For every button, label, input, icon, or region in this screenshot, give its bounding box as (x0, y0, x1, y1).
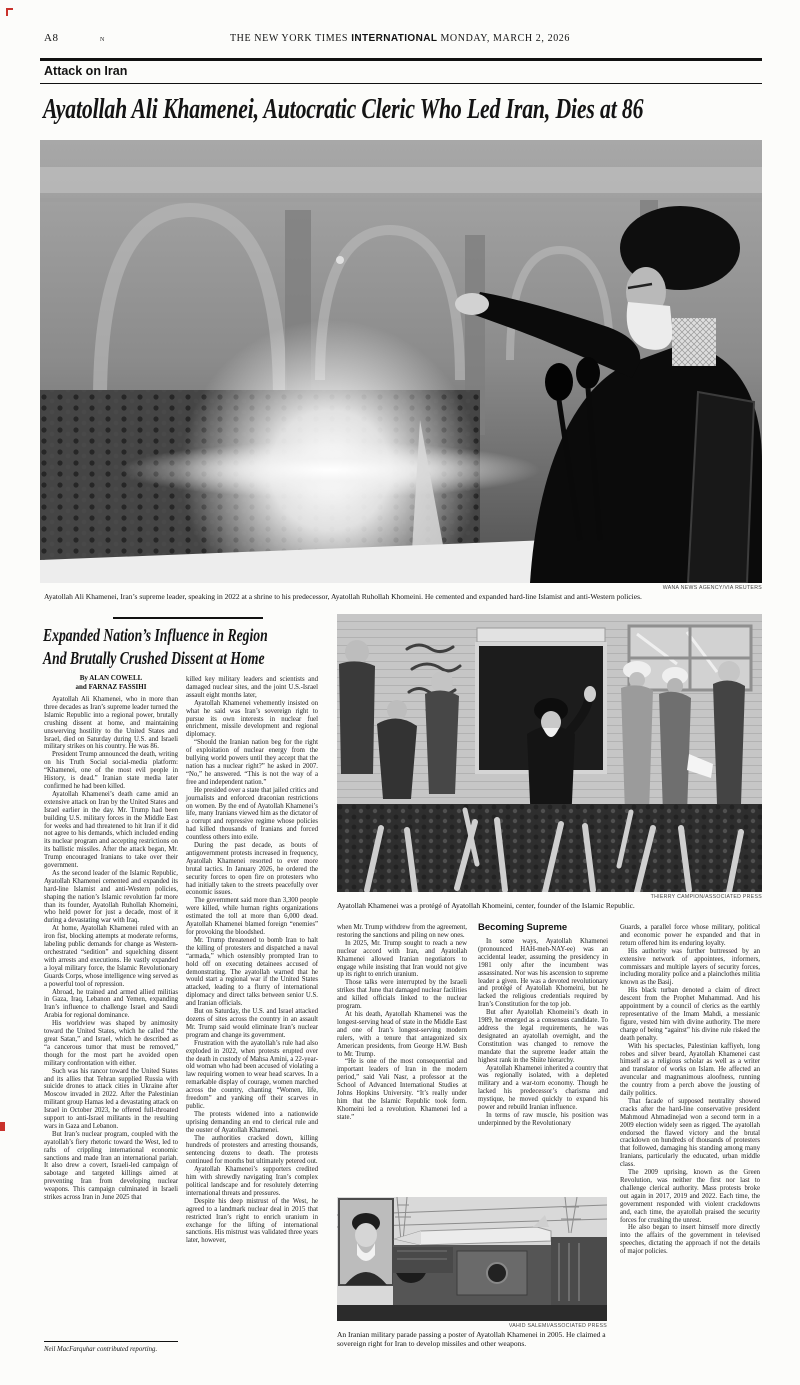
body-column-4 (478, 938, 608, 1128)
body-paragraph: Ayatollah Khamenei inherited a country that was regionally isolated, with a depleted military and a war-torn economy. Though he lacked his predecessor’s charisma and mystique, he moved quickly to expand his power and rebuild Iranian influence. (478, 1064, 608, 1112)
hand (455, 293, 489, 315)
chassis-shadow (337, 1305, 607, 1321)
khomeini-photo-credit: THIERRY CAMPION/ASSOCIATED PRESS (650, 894, 762, 900)
parade-photo-illustration (337, 1197, 607, 1321)
body-paragraph: The protests widened into a nationwide uprising demanding an end to clerical rule and the ouster of Ayatollah Khamenei. (186, 1110, 318, 1134)
masthead-thick-rule (40, 58, 762, 61)
section-name: INTERNATIONAL (351, 33, 438, 44)
section-kicker: Attack on Iran (44, 64, 128, 78)
body-paragraph: In terms of raw muscle, his position was underpinned by the Revolutionary (478, 1111, 608, 1127)
body-paragraph: During the past decade, as bouts of antigovernment protests increased in frequency, Ayatollah Khamenei resorted to ever more brutal tactics. In January 2026, he ordered the security forces to open fire on protesters who had initially taken to the streets peacefully over economic issues. (186, 842, 318, 897)
body-paragraph: He also began to insert himself more directly into the affairs of the government in televised speeches, dictating the approach if not the details of major policies. (620, 1224, 760, 1256)
body-paragraph: With his spectacles, Palestinian kaffiyeh, long robes and silver beard, Ayatollah Khamenei cast himself as a religious scholar as well as a writer and translator of works on Islam. He affected an avuncular and magnanimous aloofness, running the country from a perch above the jousting of daily politics. (620, 1042, 760, 1098)
body-paragraph: But Iran’s nuclear program, coupled with the ayatollah’s fiery rhetoric toward the West, led to rafts of crippling international economic sanctions and made Iran an international pariah. It also drew a covert, Israeli-led campaign of sabotage and targeted killings aimed at preventing Iran from developing nuclear weapons. This campaign culminated in Israeli strikes across Iran in June 2025 that (44, 1130, 178, 1202)
khamenei-poster (339, 1199, 393, 1285)
body-paragraph: As the second leader of the Islamic Republic, Ayatollah Khamenei cemented and expanded its hard-line Islamist and anti-Western policies, shaping the nation’s Islamic revolution far more than its founder, Ayatollah Ruhollah Khomeini, who held power for just a decade, most of it during a devastating war with Iraq. (44, 869, 178, 925)
registration-mark-left (0, 1122, 5, 1131)
masthead-line (0, 33, 800, 44)
body-paragraph: Ayatollah Khamenei’s supporters credited him with shrewdly navigating Iran’s complex political landscape and for resolutely deterring international threats and pressures. (186, 1166, 318, 1197)
body-paragraph: Ayatollah Ali Khamenei, who in more than three decades as Iran’s supreme leader turned the Islamic Republic into a regional power, brutally crushing dissent at home, and maintaining unswerving hostility to the United States and Israel, died on Saturday during U.S. and Israeli military strikes on his country. He was 86. (44, 696, 178, 751)
parade-photo-caption: An Iranian military parade passing a poster of Ayatollah Khamenei in 2005. He claimed a sovereign right for Iran to develop missiles and other weapons. (337, 1330, 606, 1349)
edition-mark: N (100, 37, 105, 43)
page-number: A8 (44, 32, 59, 44)
byline-line2: and FARNAZ FASSIHI (75, 683, 147, 691)
khomeini-photo (337, 614, 762, 892)
body-paragraph: Frustration with the ayatollah’s rule had also exploded in 2022, when protests erupted over the death in custody of Mahsa Amini, a 22-year-old woman who had been accused of violating a law requiring women to wear head scarves. In a remarkable display of courage, women marched across the country, chanting “Women, life, freedom” and yanking off their scarves in public. (186, 1039, 318, 1110)
body-paragraph: He presided over a state that jailed critics and journalists and enforced draconian restrictions on women. By the end of Ayatollah Khamenei’s life, many Iranians viewed him as the dictator of a corrupt and repressive regime whose policies had killed thousands of Iranians and forced countless others into exile. (186, 786, 318, 842)
body-paragraph: In some ways, Ayatollah Khamenei (pronounced HAH-meh-NAY-ee) was an accidental leader, assuming the presidency in 1981 only after the incumbent was assassinated. Nor was his ascension to supreme leader a given. He was a devoted revolutionary and protégé of Ayatollah Khomeini, but he lacked the religious credentials required by Iran’s Constitution for the top job. (478, 938, 608, 1009)
kaffiyeh (672, 318, 716, 366)
body-paragraph: Guards, a parallel force whose military, political and economic power he expanded and that in return offered him its enduring loyalty. (620, 924, 760, 947)
body-paragraph: President Trump announced the death, writing on his Truth Social social-media platform: “Khamenei, one of the most evil people in History, is dead.” Iranian state media later confirmed he had been killed. (44, 751, 178, 790)
byline-line1: By ALAN COWELL (79, 674, 143, 682)
byline (44, 674, 178, 692)
body-paragraph: His authority was further buttressed by an extensive network of appointees, informers, commissars and multiple layers of security forces, including morality police and a plainclothes militia known as the Basij. (620, 947, 760, 987)
body-paragraph: Ayatollah Khamenei vehemently insisted on what he said was Iran’s sovereign right to pursue its own interests in nuclear fuel enrichment, missile development and regional diplomacy. (186, 699, 318, 739)
parade-photo (337, 1197, 607, 1321)
porthole (487, 1263, 507, 1283)
body-paragraph: At home, Ayatollah Khamenei ruled with an iron fist, blocking attempts at moderate reforms, labeling public demands for change as Western-orchestrated “sedition” and squelching dissent with arrests and executions. He vastly expanded a loyal military force, the Islamic Revolutionary Guards Corps, whose intelligence wing served as a powerful tool of repression. (44, 925, 178, 988)
body-paragraph: Those talks were interrupted by the Israeli strikes that June that damaged nuclear facilities and killed officials linked to the nuclear program. (337, 979, 467, 1011)
body-paragraph: Such was his rancor toward the United States and its allies that Tehran supplied Russia with suicide drones to attack cities in Ukraine after Moscow invaded in 2022. After the Palestinian militant group Hamas led a devastating attack on Israel in October 2023, he offered full-throated support to anti-Israel militants in the resulting wars in Gaza and Lebanon. (44, 1067, 178, 1130)
lead-photo (40, 140, 762, 583)
body-paragraph: “He is one of the most consequential and important leaders of Iran in the modern period,” said Vali Nasr, a professor at the School of Advanced International Studies at Johns Hopkins University. “It’s really under him that the Islamic Republic took form. Khomeini led a revolution. Khamenei led a state.” (337, 1058, 467, 1121)
body-paragraph: At his death, Ayatollah Khamenei was the longest-serving head of state in the Middle East and one of Iran’s longest-serving modern rulers, with a tenure that antagonized six American presidents, from George H.W. Bush to Mr. Trump. (337, 1010, 467, 1058)
subsection-heading: Becoming Supreme (478, 922, 568, 933)
poster-face (355, 1223, 377, 1247)
registration-mark-top-2 (6, 8, 8, 16)
body-paragraph: killed key military leaders and scientists and damaged nuclear sites, and the joint U.S.-Israel assault eight months later, (186, 676, 318, 699)
body-paragraph: His worldview was shaped by animosity toward the United States, which he called “the great Satan,” and Israel, which he described as “a cancerous tumor that must be removed,” though for the most part he avoided open military confrontation with either. (44, 1020, 178, 1067)
article-headline: Ayatollah Ali Khamenei, Autocratic Cleric Who Led Iran, Dies at 86 (43, 93, 644, 125)
body-paragraph: “Should the Iranian nation beg for the right of exploitation of nuclear energy from the bullying world powers until they accept that the nation has a nuclear right?” he asked in 2007. “No,” he answered. “This is not the way of a free and independent nation.” (186, 739, 318, 786)
subheadline-line2: And Brutally Crushed Dissent at Home (43, 648, 265, 668)
khomeini-photo-illustration (337, 614, 762, 892)
chair-back (688, 392, 754, 583)
lead-photo-credit: WANA NEWS AGENCY/VIA REUTERS (662, 585, 762, 591)
masthead-date: MONDAY, MARCH 2, 2026 (440, 33, 571, 44)
light-streak (120, 442, 540, 498)
body-paragraph: His black turban denoted a claim of direct descent from the Prophet Muhammad. And his appointment by a council of clerics as the earthly representative of the Imam Mahdi, a messianic figure, vested him with divine authority. The mere charge of being “against” his divine rule risked the death penalty. (620, 987, 760, 1042)
kicker-rule (40, 83, 762, 84)
paper-name: THE NEW YORK TIMES (229, 33, 349, 44)
body-paragraph: The authorities cracked down, killing hundreds of protesters and arresting thousands, sentencing dozens to death. The protests continued for months but ultimately petered out. (186, 1134, 318, 1166)
body-paragraph: when Mr. Trump withdrew from the agreement, restoring the sanctions and piling on new ones. (337, 924, 467, 939)
body-paragraph: Abroad, he trained and armed allied militias in Gaza, Iraq, Lebanon and Yemen, expanding Iran’s influence to challenge Israel and Saudi Arabia for regional dominance. (44, 988, 178, 1020)
parade-photo-credit: VAHID SALEMI/ASSOCIATED PRESS (508, 1323, 607, 1329)
body-paragraph: Ayatollah Khamenei’s death came amid an extensive attack on Iran by the United States and Israel earlier in the day. Mr. Trump had been building U.S. military forces in the Middle East for weeks and had threatened to hit Iran if it did not agree to his demands, which included ending its nuclear program and accepting restrictions on its ballistic missiles. After the attack began, Mr. Trump encouraged Iranians to take over their government. (44, 790, 178, 870)
waving-hand (584, 686, 596, 702)
body-paragraph: Mr. Trump threatened to bomb Iran to halt the killing of protesters and dispatched a naval “armada,” which ostensibly prompted Iran to hold off on executing detainees accused of demonstrating. The ayatollah warned that he would start a regional war if the United States attacked, leading to a flurry of international diplomacy and direct talks between senior U.S. and Iranian officials. (186, 936, 318, 1008)
door-transom (477, 628, 605, 642)
body-paragraph: The government said more than 3,300 people were killed, while human rights organizations estimated the toll at more than 6,000 dead. Ayatollah Khamenei blamed foreign “enemies” for provoking the bloodshed. (186, 897, 318, 936)
contributor-rule (44, 1341, 178, 1342)
body-paragraph: In 2025, Mr. Trump sought to reach a new nuclear accord with Iran, and Ayatollah Khamenei allowed Iranian negotiators to engage while insisting that Iran would not give up its right to enrich uranium. (337, 939, 467, 979)
body-column-1 (44, 696, 178, 1202)
body-paragraph: But on Saturday, the U.S. and Israel attacked dozens of sites across the country in an assault Mr. Trump said would eliminate Iran’s nuclear program and change its government. (186, 1008, 318, 1039)
body-column-3 (337, 924, 467, 1122)
body-paragraph: That facade of supposed neutrality showed cracks after the hard-line conservative president Mahmoud Ahmadinejad won a second term in a 2009 election widely seen as rigged. The ayatollah endorsed the flawed victory and the brutal crackdown on hundreds of thousands of protesters that followed, damaging his standing among many Iranians, particularly the educated, urban middle class. (620, 1097, 760, 1169)
body-column-2 (186, 676, 318, 1245)
body-paragraph: But after Ayatollah Khomeini’s death in 1989, he emerged as a consensus candidate. To address the legal requirements, he was designated an ayatollah overnight, and the Constitution was changed to remove the mandate that the supreme leader attain the highest rank in the Shiite hierarchy. (478, 1009, 608, 1064)
body-paragraph: Despite his deep mistrust of the West, he agreed to a landmark nuclear deal in 2015 that restricted Iran’s right to enrich uranium in exchange for the lifting of international sanctions. His mistrust was validated three years later, however, (186, 1197, 318, 1245)
subheadline-line1: Expanded Nation’s Influence in Region (43, 625, 268, 645)
lead-photo-illustration (40, 140, 762, 583)
khomeini-photo-caption: Ayatollah Khamenei was a protégé of Ayatollah Khomeini, center, founder of the Islamic Republic. (337, 901, 635, 910)
contributor-note: Neil MacFarquhar contributed reporting. (44, 1346, 158, 1353)
body-column-5 (620, 924, 760, 1256)
subhead-rule (113, 617, 263, 619)
lead-photo-caption: Ayatollah Ali Khamenei, Iran’s supreme leader, speaking in 2022 at a shrine to his predecessor, Ayatollah Ruhollah Khomeini. He cemented and expanded hard-line Islamist and anti-Western policies. (44, 592, 642, 601)
body-paragraph: The 2009 uprising, known as the Green Revolution, was neither the first nor last to challenge clerical authority. Mass protests broke out again in 2017, 2019 and 2022. Each time, the government responded with violent crackdowns and, each time, the ayatollah praised the security forces for crushing the unrest. (620, 1169, 760, 1224)
